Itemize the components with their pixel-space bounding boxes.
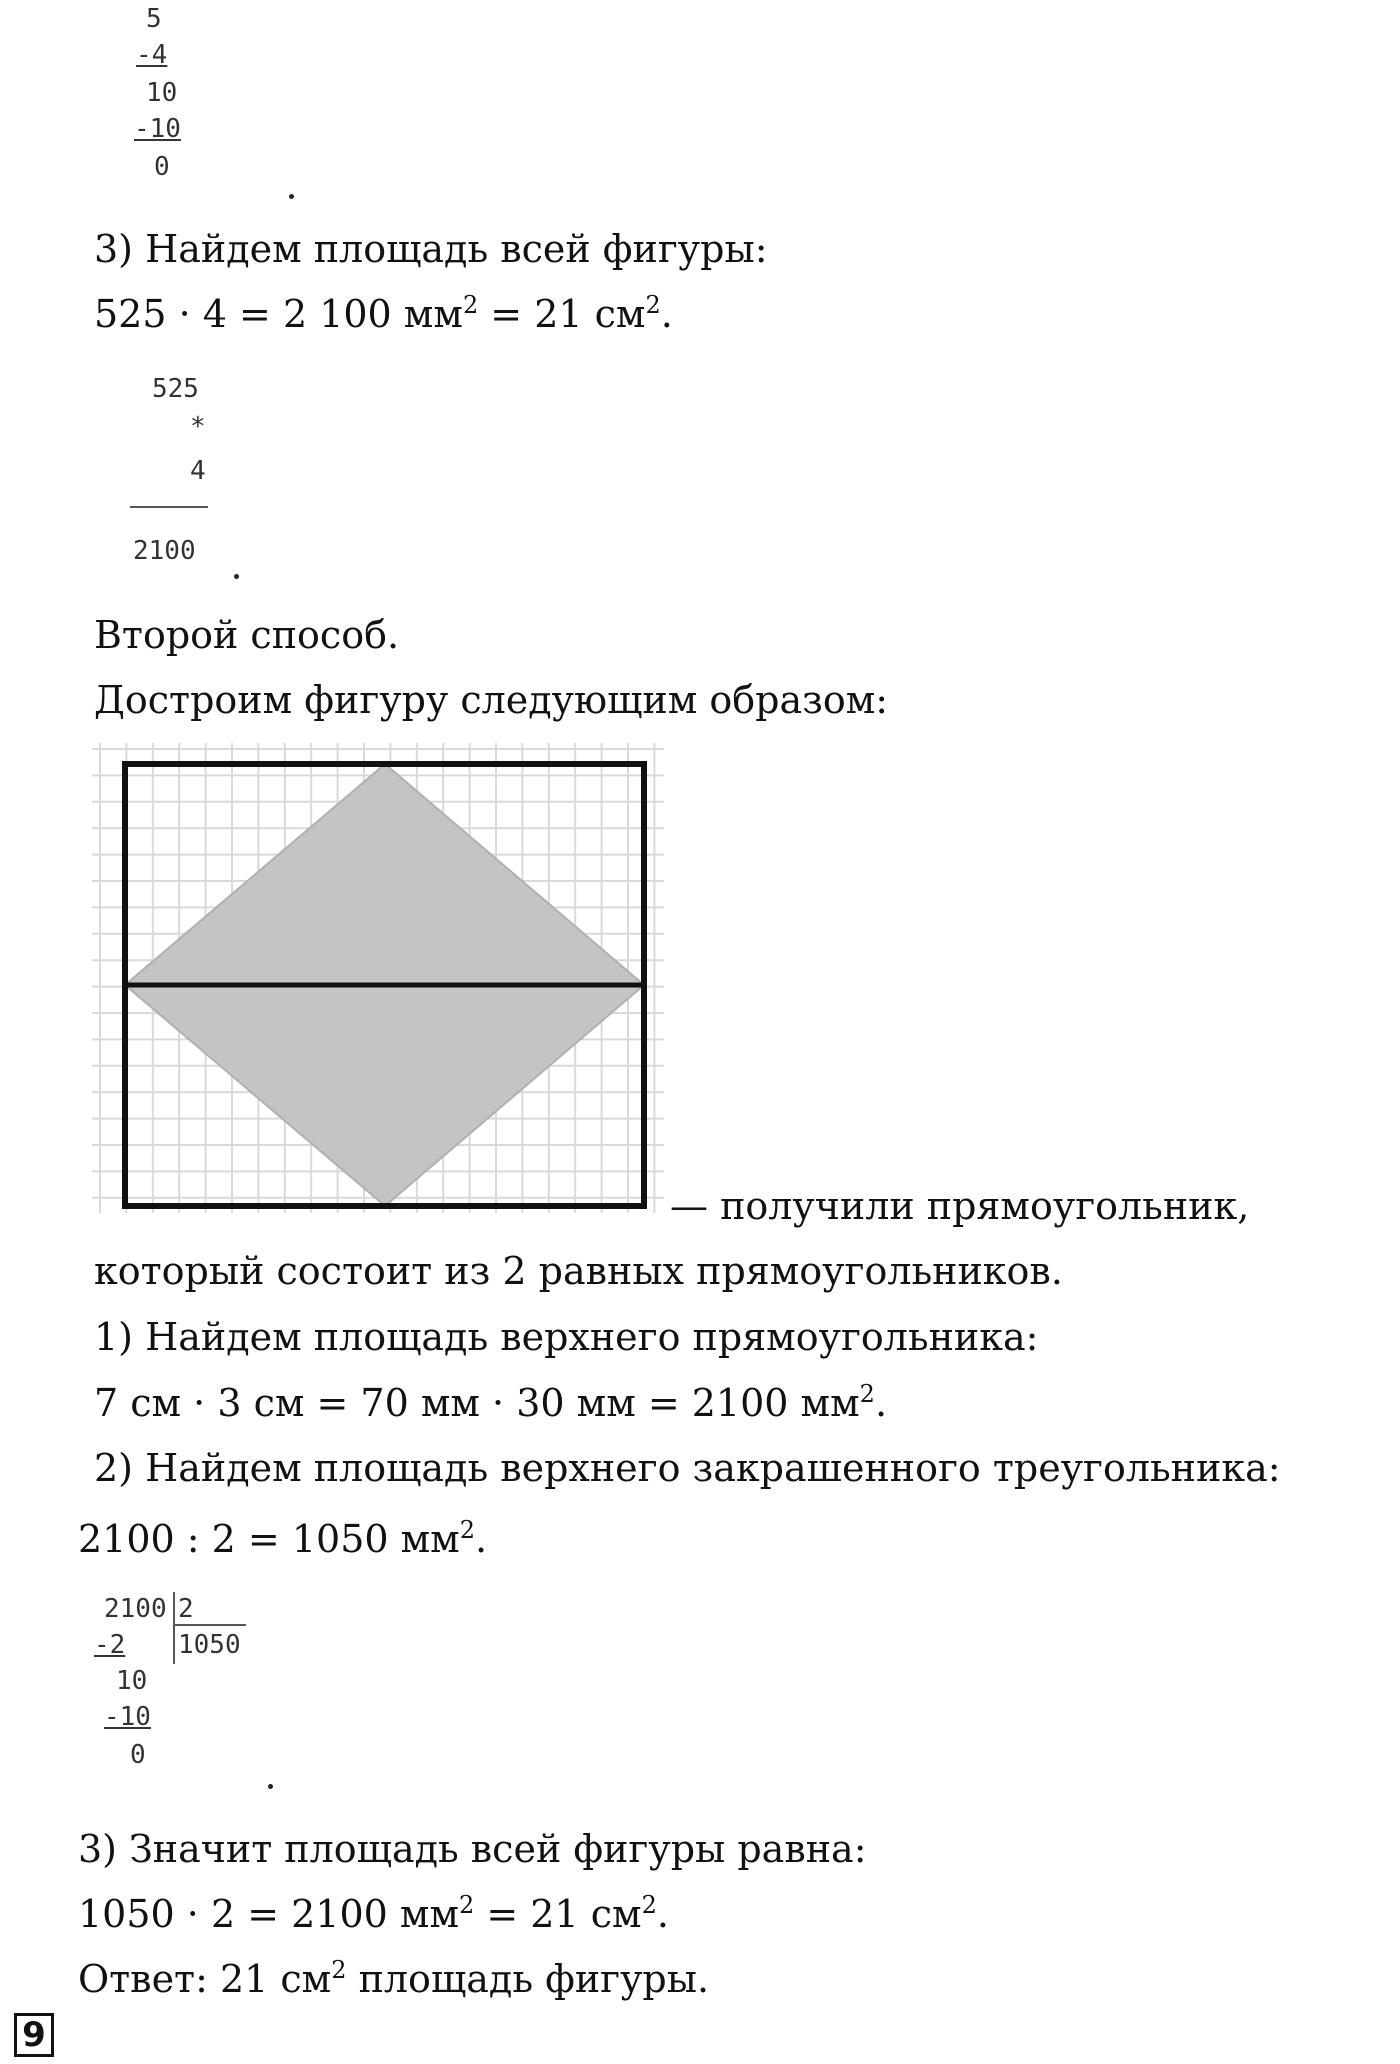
calc2-line4: 2100 — [133, 536, 196, 566]
s1-end: . — [874, 1381, 888, 1425]
s2-heading: 2) Найдем площадь верхнего закрашенного треугольника: — [94, 1446, 1281, 1490]
build-text: Достроим фигуру следующим образом: — [94, 678, 889, 722]
step3-exp1: 2 — [462, 291, 479, 319]
calc2-line3: 4 — [190, 456, 206, 486]
s3-eq-part2: = 21 см — [474, 1892, 642, 1936]
calc1-line3: 10 — [146, 78, 178, 108]
calc2-line1: 525 — [152, 374, 199, 404]
calc1-dot — [289, 194, 294, 199]
answer-line — [78, 1956, 710, 2001]
answer-part1: Ответ: 21 см — [78, 1957, 332, 2001]
s2-end: . — [475, 1517, 488, 1561]
answer-exp: 2 — [331, 1956, 347, 1984]
calc3-vertical-rule — [173, 1592, 175, 1664]
s3-equation — [78, 1891, 669, 1936]
calc3-line4: -10 — [104, 1702, 151, 1732]
s2-equation — [78, 1516, 488, 1561]
s1-eq: 7 см · 3 см = 70 мм · 30 мм = 2100 мм — [94, 1381, 860, 1425]
step3-heading: 3) Найдем площадь всей фигуры: — [94, 227, 768, 271]
calc2-line2: * — [190, 412, 206, 442]
step3-equation — [94, 291, 673, 336]
calc3-line3: 10 — [116, 1666, 148, 1696]
geometry-figure — [92, 743, 664, 1213]
s3-eq-part1: 1050 · 2 = 2100 мм — [78, 1892, 460, 1936]
calc2-dot — [234, 574, 239, 579]
calc3-line2: -2 — [94, 1630, 126, 1660]
page-number-badge: 9 — [14, 2013, 54, 2057]
calc1-line5: 0 — [154, 152, 170, 182]
consists-text: который состоит из 2 равных прямоугольников. — [94, 1249, 1063, 1293]
calc1-line4: -10 — [134, 114, 181, 144]
calc3-quotient: 1050 — [178, 1630, 241, 1660]
method2-heading: Второй способ. — [94, 613, 400, 657]
s3-exp1: 2 — [459, 1891, 475, 1919]
s1-equation — [94, 1380, 888, 1425]
calc3-divisor: 2 — [178, 1594, 194, 1624]
s3-heading: 3) Значит площадь всей фигуры равна: — [78, 1827, 867, 1871]
step3-end: . — [660, 292, 673, 336]
calc1-line1: 5 — [146, 4, 162, 34]
step3-eq-part2: = 21 см — [478, 292, 646, 336]
calc1-line2: -4 — [136, 40, 168, 70]
after-figure-text: — получили прямоугольник, — [670, 1184, 1250, 1228]
calc2-rule — [130, 506, 208, 508]
calc3-line5: 0 — [130, 1740, 146, 1770]
step3-exp2: 2 — [645, 291, 661, 319]
answer-part2: площадь фигуры. — [346, 1957, 710, 2001]
step3-eq-part1: 525 · 4 = 2 100 мм — [94, 292, 463, 336]
s3-exp2: 2 — [641, 1891, 657, 1919]
calc3-dot — [268, 1784, 273, 1789]
s2-exp: 2 — [459, 1516, 476, 1544]
s1-heading: 1) Найдем площадь верхнего прямоугольника: — [94, 1315, 1039, 1359]
s1-exp: 2 — [859, 1380, 875, 1408]
calc3-horizontal-rule — [174, 1624, 246, 1626]
calc3-dividend: 2100 — [104, 1594, 167, 1624]
s2-eq: 2100 : 2 = 1050 мм — [78, 1517, 460, 1561]
s3-end: . — [656, 1892, 669, 1936]
